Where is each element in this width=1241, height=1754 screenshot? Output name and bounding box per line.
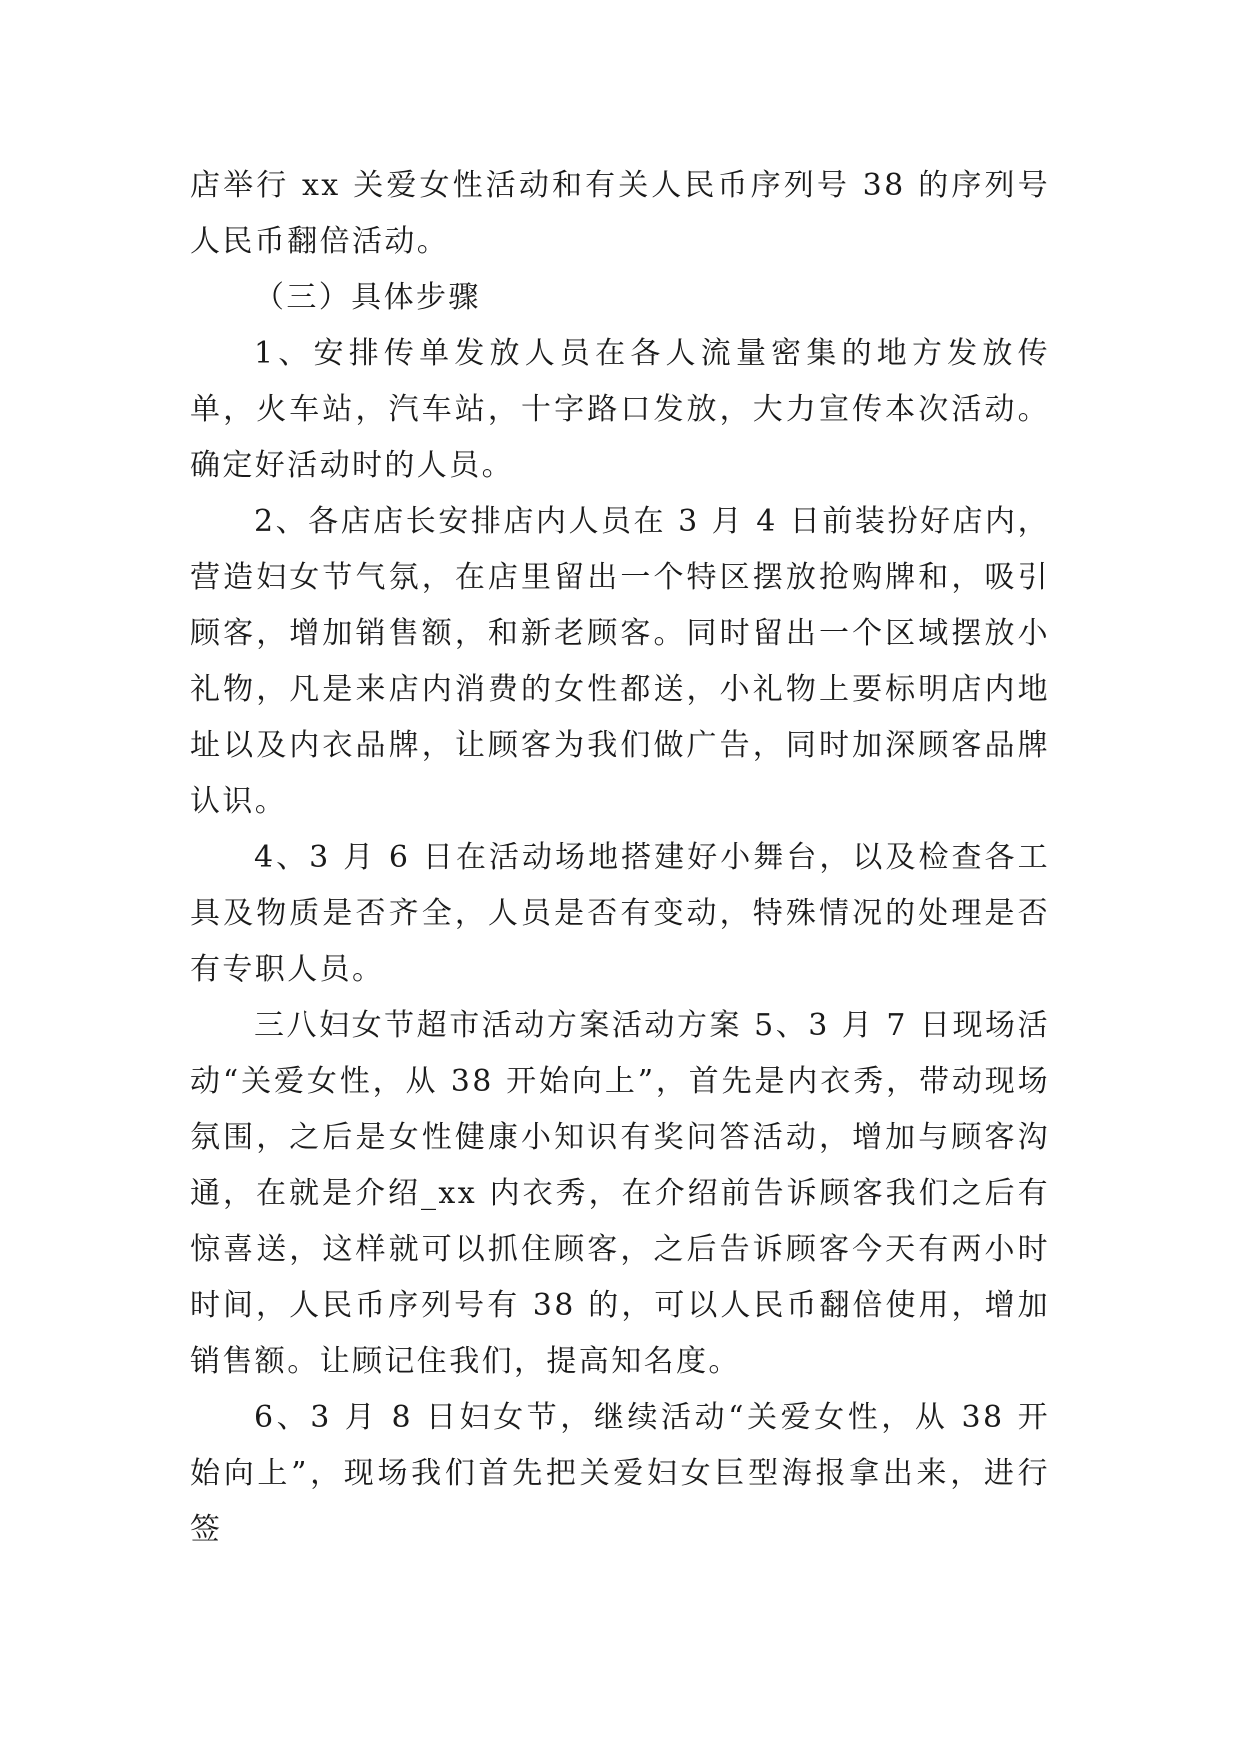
paragraph-step-5: 三八妇女节超市活动方案活动方案 5、3 月 7 日现场活动“关爱女性，从 38 开始向上”，首先是内衣秀，带动现场氛围，之后是女性健康小知识有奖问答活动，增加与顾客沟通，在就是介绍_xx 内衣秀，在介绍前告诉顾客我们之后有惊喜送，这样就可以抓住顾客，之后告诉顾客今天有两小时时间，人民币序列号有 38 的，可以人民币翻倍使用，增加销售额。让顾记住我们，提高知名度。 [190,1008,1050,1379]
paragraph-step-2: 2、各店店长安排店内人员在 3 月 4 日前装扮好店内，营造妇女节气氛，在店里留出一个特区摆放抢购牌和，吸引顾客，增加销售额，和新老顾客。同时留出一个区域摆放小礼物，凡是来店内消费的女性都送，小礼物上要标明店内地址以及内衣品牌，让顾客为我们做广告，同时加深顾客品牌认识。 [190,504,1050,819]
section-heading-steps: （三）具体步骤 [254,280,481,315]
paragraph-step-4: 4、3 月 6 日在活动场地搭建好小舞台，以及检查各工具及物质是否齐全，人员是否有变动，特殊情况的处理是否有专职人员。 [190,840,1050,987]
paragraph-continuation: 店举行 xx 关爱女性活动和有关人民币序列号 38 的序列号人民币翻倍活动。 [190,168,1050,259]
paragraph-step-1: 1、安排传单发放人员在各人流量密集的地方发放传单，火车站，汽车站，十字路口发放，大力宣传本次活动。确定好活动时的人员。 [190,336,1050,483]
document-body [190,158,1050,1558]
paragraph-step-6: 6、3 月 8 日妇女节，继续活动“关爱女性，从 38 开始向上”，现场我们首先把关爱妇女巨型海报拿出来，进行签 [190,1400,1050,1547]
